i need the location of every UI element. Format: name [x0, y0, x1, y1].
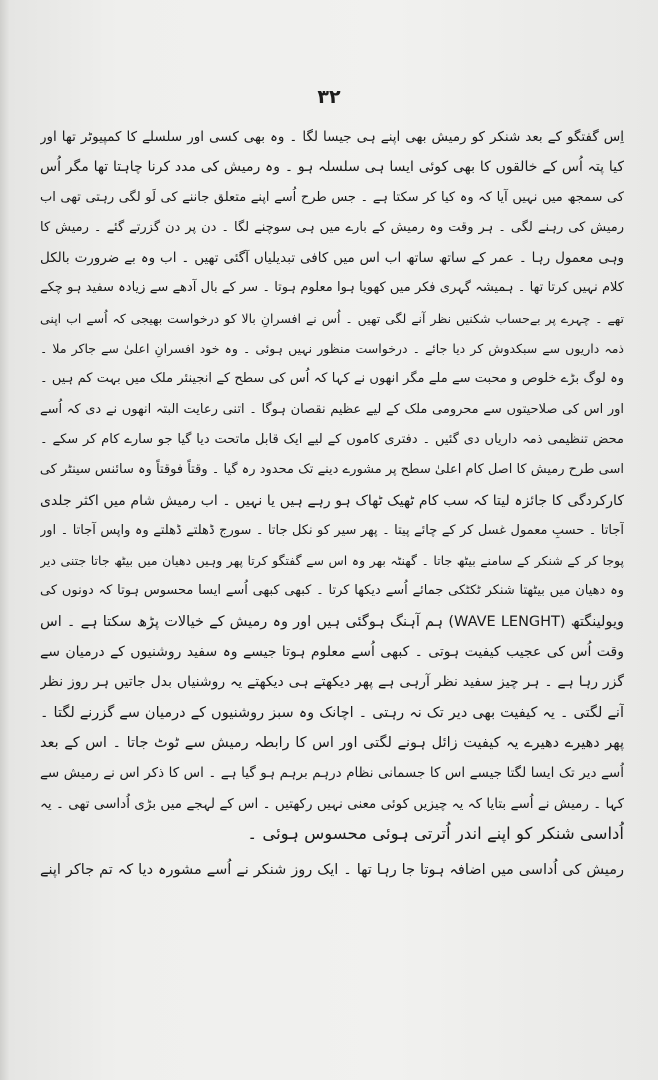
paragraph-end-line: اُداسی شنکر کو اپنے اندر اُترتی ہوئی محسوس ہوئی ۔	[247, 823, 624, 843]
text-line: کارکردگی کا جائزہ لیتا کہ سب کام ٹھیک ٹھاک ہو رہے ہیں یا نہیں ۔ اب رمیش شام میں اکثر جلدی	[40, 492, 624, 509]
text-line: تھے ۔ چہرے پر بےحساب شکنیں نظر آنے لگی تھیں ۔ اُس نے افسرانِ بالا کو درخواست بھیجی کہ اُسے اب اپنی	[40, 310, 624, 326]
text-line: رمیش کی رہنے لگی ۔ ہر وقت وہ رمیش کے بارے میں ہی سوچنے لگا ۔ دن پر دن گزرتے گئے ۔ رمیش کا	[40, 219, 624, 235]
text-line: وہ دھیان میں بیٹھتا شنکر ٹکٹکی جمائے اُسے دیکھا کرتا ۔ کبھی کبھی اُسے ایسا محسوس ہوتا کہ دونوں کی	[40, 583, 624, 599]
text-line: وہ لوگ بڑے خلوص و محبت سے ملے مگر انھوں نے کہا کہ اُس کی سطح کے انجینئر ملک میں بہت کم ہیں ۔	[40, 371, 624, 387]
text-line: وقت اُس کی عجیب کیفیت ہوتی ۔ کبھی اُسے معلوم ہوتا جیسے وہ سفید روشنیوں کے درمیان سے	[40, 644, 624, 661]
text-line: اُسے دیر تک ایسا لگتا جیسے اس کا جسمانی نظام درہم برہم ہو گیا ہے ۔ اس کا ذکر اس نے رمیش سے	[40, 765, 624, 782]
text-line: کلام نہیں کرتا تھا ۔ ہمیشہ گہری فکر میں کھویا ہوا معلوم ہوتا ۔ سر کے بال آدھے سے زیادہ سفید ہو چکے	[40, 280, 624, 296]
text-line: ویولینگتھ (WAVE LENGHT) ہم آہنگ ہوگئی ہیں اور وہ رمیش کے خیالات پڑھ سکتا ہے ۔ اس	[40, 613, 624, 630]
text-line: آنے لگتی ۔ یہ کیفیت بھی دیر تک نہ رہتی ۔ اچانک وہ سبز روشنیوں کے درمیان سے گزرنے لگتا ۔	[40, 704, 624, 721]
text-line: اور اس کی صلاحیتوں سے محرومی ملک کے لیے عظیم نقصان ہوگا ۔ اتنی رعایت البتہ انھوں نے دی کہ اُسے	[40, 401, 624, 417]
body-text	[40, 122, 624, 885]
text-line: ذمہ داریوں سے سبکدوش کر دیا جائے ۔ درخواست منظور نہیں ہوئی ۔ وہ خود افسرانِ اعلیٰ سے جاکر ملا ۔	[40, 341, 624, 357]
text-line: اسی طرح رمیش کا اصل کام اعلیٰ سطح پر مشورے دینے تک محدود رہ گیا ۔ وقتاً فوقتاً وہ سائنس سینٹر کی	[40, 462, 624, 478]
page-gutter	[0, 0, 10, 1080]
text-line: اِس گفتگو کے بعد شنکر کو رمیش بھی اپنے ہی جیسا لگا ۔ وہ بھی کسی اور سلسلے کا کمپیوٹر تھا اور	[40, 129, 624, 145]
text-line: گزر رہا ہے ۔ ہر چیز سفید نظر آرہی ہے پھر دیکھتے ہی دیکھتے یہ روشنیاں بدل جاتیں ہر روز نظر	[40, 674, 624, 691]
text-line: رمیش کی اُداسی میں اضافہ ہوتا جا رہا تھا ۔ ایک روز شنکر نے اُسے مشورہ دیا کہ تم جاکر اپنے	[40, 862, 624, 879]
text-line: وہی معمول رہا ۔ عمر کے ساتھ ساتھ اب اس میں کافی تبدیلیاں آگئی تھیں ۔ اب وہ بے ضرورت بالکل	[40, 250, 624, 267]
text-line: پوجا کر کے شنکر کے سامنے بیٹھ جاتا ۔ گھنٹہ بھر وہ اس سے گفتگو کرتا پھر وہیں دھیان میں بیٹھ جاتا جتنی دیر	[40, 553, 624, 569]
text-line: کیا پتہ اُس کے خالقوں کا بھی کوئی ایسا ہی سلسلہ ہو ۔ وہ رمیش کی مدد کرنا چاہتا تھا مگر اُس	[40, 159, 624, 176]
text-line: محض تنظیمی ذمہ داریاں دی گئیں ۔ دفتری کاموں کے لیے ایک قابل ماتحت دیا گیا جو سارے کام کر سکے ۔	[40, 431, 624, 447]
text-line: کہا ۔ رمیش نے اُسے بتایا کہ یہ چیزیں کوئی معنی نہیں رکھتیں ۔ اس کے لہجے میں بڑی اُداسی تھی ۔ یہ	[40, 795, 624, 812]
page-number: ۳۲	[317, 86, 341, 108]
text-line: پھر دھیرے دھیرے یہ کیفیت زائل ہونے لگتی اور اس کا رابطہ رمیش سے ٹوٹ جاتا ۔ اس کے بعد	[40, 734, 624, 751]
text-line: آجاتا ۔ حسبِ معمول غسل کر کے چائے پیتا ۔ پھر سیر کو نکل جاتا ۔ سورج ڈھلتے ڈھلتے وہ واپس آجاتا ۔ اور	[40, 522, 624, 538]
text-line: کی سمجھ میں نہیں آیا کہ وہ کیا کر سکتا ہے ۔ جس طرح اُسے اپنے متعلق جاننے کی لَو لگی رہتی تھی اب	[40, 189, 624, 205]
